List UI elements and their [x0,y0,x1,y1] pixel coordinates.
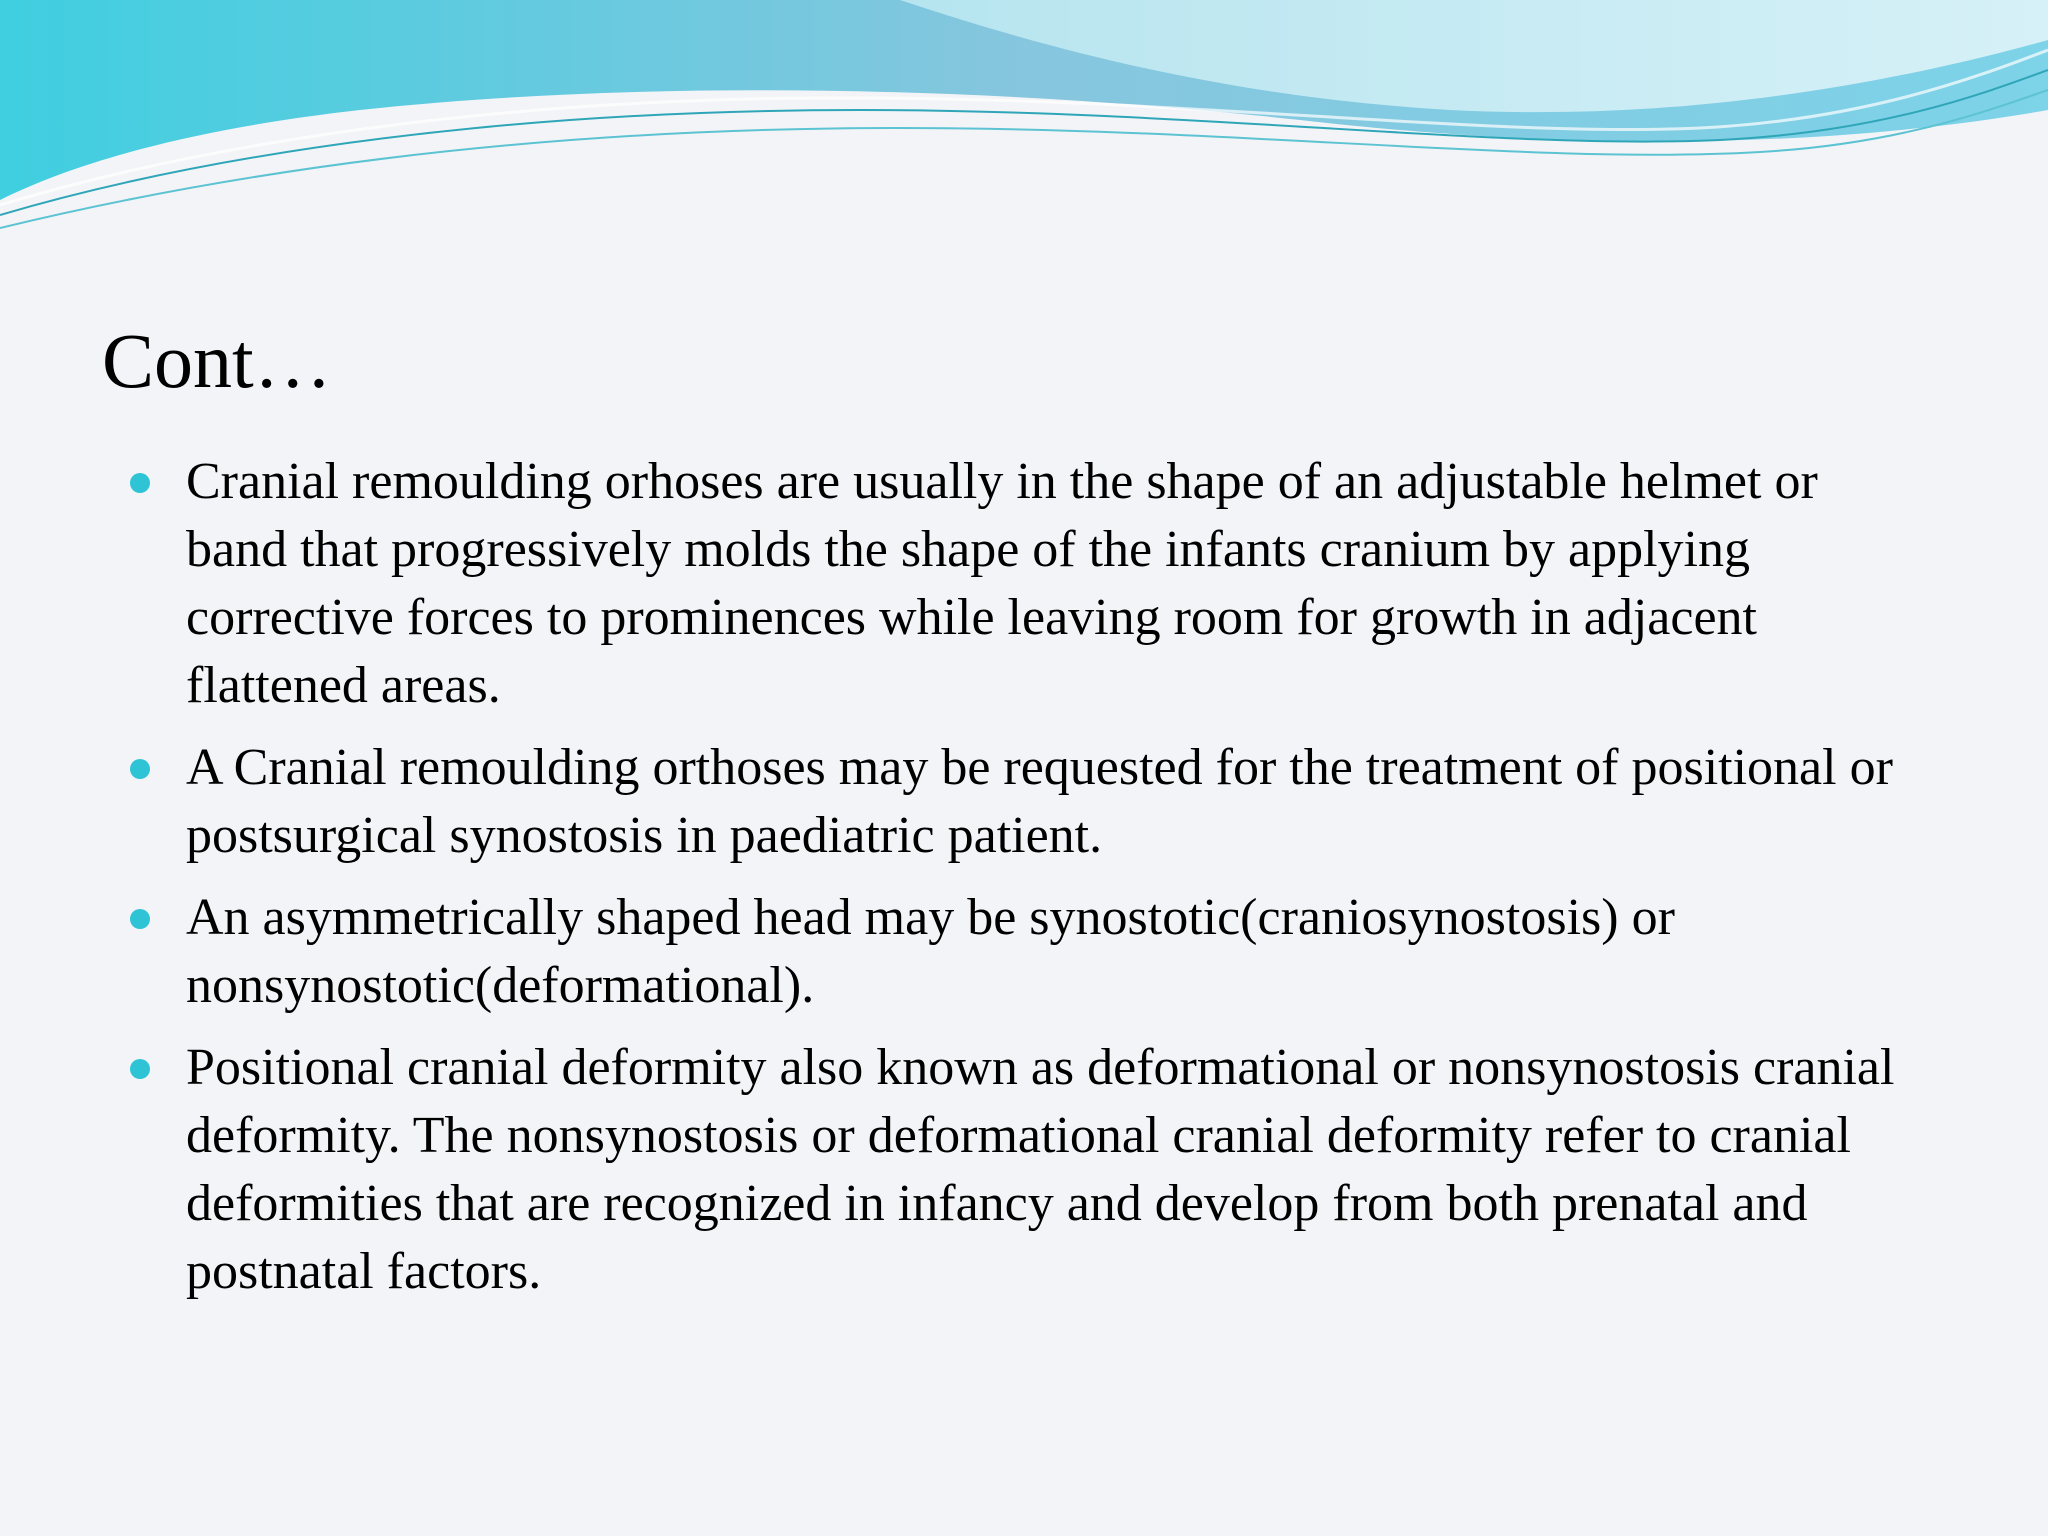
bullet-text: An asymmetrically shaped head may be synostotic(craniosynostosis) or nonsynostotic(deformational). [186,889,1675,1014]
header-wave-decoration [0,0,2048,240]
slide-title: Cont… [102,317,332,404]
bullet-dot-icon [130,1059,150,1079]
bullet-item [130,734,1930,870]
bullet-dot-icon [130,909,150,929]
bullet-dot-icon [130,473,150,493]
bullet-text: Cranial remoulding orhoses are usually in the shape of an adjustable helmet or band that progressively molds the shape of the infants cranium by applying corrective forces to prominences while leaving room for growth in adjacent flattened areas. [186,453,1818,714]
bullet-text: Positional cranial deformity also known as deformational or nonsynostosis cranial deformity. The nonsynostosis or deformational cranial deformity refer to cranial deformities that are recognized in infancy and develop from both prenatal and postnatal factors. [186,1039,1895,1300]
bullet-item [130,884,1930,1020]
bullet-item [130,1034,1930,1306]
bullet-item [130,448,1930,720]
bullet-text: A Cranial remoulding orthoses may be requested for the treatment of positional or postsurgical synostosis in paediatric patient. [186,739,1893,864]
bullet-list [130,448,1930,1320]
bullet-dot-icon [130,759,150,779]
